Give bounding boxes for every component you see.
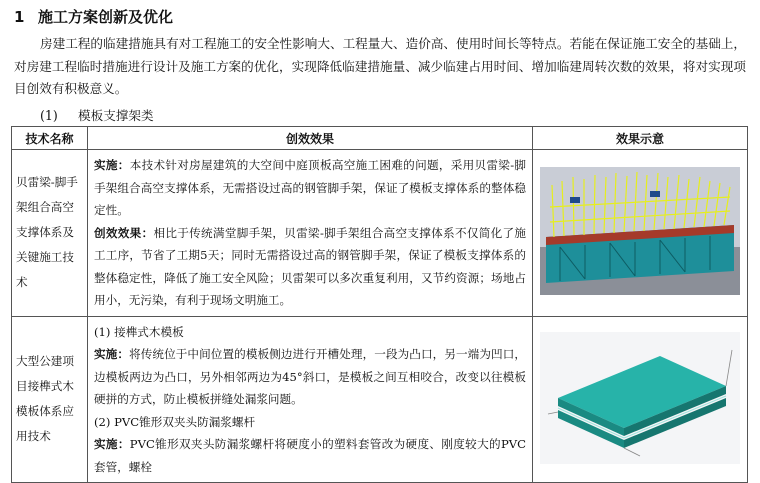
illustration-cell xyxy=(533,150,748,317)
effect-cell xyxy=(88,316,533,483)
effect-paragraph xyxy=(94,154,526,222)
effect-text: 相比于传统满堂脚手架，贝雷梁-脚手架组合高空支撑体系不仅简化了施工工序，节省了工期5天；同时无需搭设过高的钢管脚手架，保证了模板支撑体系的整体稳定性，降低了施工安全风险；贝雷架可以多次重复利用，又节约资源；场地占用小，无污染，有利于现场文明施工。 xyxy=(94,225,526,307)
intro-paragraph: 房建工程的临建措施具有对工程施工的安全性影响大、工程量大、造价高、使用时间长等特点。若能在保证施工安全的基础上，对房建工程临时措施进行设计及施工方案的优化，实现降低临建措施量、减少临建占用时间、增加临建周转次数的效果，将对实现项目创效有积极意义。 xyxy=(14,36,746,96)
effect-paragraph xyxy=(94,321,526,344)
header-tech-name: 技术名称 xyxy=(12,127,88,150)
header-effect: 创效效果 xyxy=(88,127,533,150)
effect-text: (2) PVC锥形双夹头防漏浆螺杆 xyxy=(94,414,256,429)
tech-name-cell: 贝雷梁-脚手架组合高空支撑体系及关键施工技术 xyxy=(12,150,88,317)
header-illustration: 效果示意 xyxy=(533,127,748,150)
tech-name-cell: 大型公建项目接榫式木模板体系应用技术 xyxy=(12,316,88,483)
effect-label: 创效效果： xyxy=(94,225,154,240)
effect-paragraph xyxy=(94,411,526,434)
illustration-cell xyxy=(533,316,748,483)
section-title: 施工方案创新及优化 xyxy=(38,8,174,26)
effect-label: 实施： xyxy=(94,158,130,172)
section-heading xyxy=(14,6,173,27)
subsection-index: (1) xyxy=(40,108,58,123)
effect-text: 本技术针对房屋建筑的大空间中庭顶板高空施工困难的问题，采用贝雷梁-脚手架组合高空支撑体系，无需搭设过高的钢管脚手架，保证了模板支撑体系的整体稳定性。 xyxy=(94,158,526,217)
effect-label: 实施： xyxy=(94,347,130,361)
effect-paragraph xyxy=(94,433,526,478)
table-row xyxy=(12,150,748,317)
effect-cell xyxy=(88,150,533,317)
table-row xyxy=(12,316,748,483)
table-header-row xyxy=(12,127,748,150)
effect-text: (1) 接榫式木模板 xyxy=(94,324,184,339)
effect-paragraph xyxy=(94,343,526,411)
bailey-beam-scaffold-illustration xyxy=(540,167,740,295)
subsection-heading xyxy=(40,105,154,124)
subsection-title: 模板支撑架类 xyxy=(78,108,154,123)
section-number: 1 xyxy=(14,8,25,26)
technology-table xyxy=(11,126,748,483)
effect-text: PVC锥形双夹头防漏浆螺杆将硬度小的塑料套管改为硬度、刚度较大的PVC套管，螺栓 xyxy=(94,437,526,474)
effect-text: 将传统位于中间位置的模板侧边进行开槽处理，一段为凸口，另一端为凹口，边模板两边为凸口，另外相邻两边为45°斜口，是模板之间互相咬合，改变以往模板硬拼的方式，防止模板拼缝处漏浆问题。 xyxy=(94,347,526,406)
tongue-groove-formwork-illustration xyxy=(540,332,740,464)
effect-paragraph xyxy=(94,222,526,312)
effect-label: 实施： xyxy=(94,437,130,451)
